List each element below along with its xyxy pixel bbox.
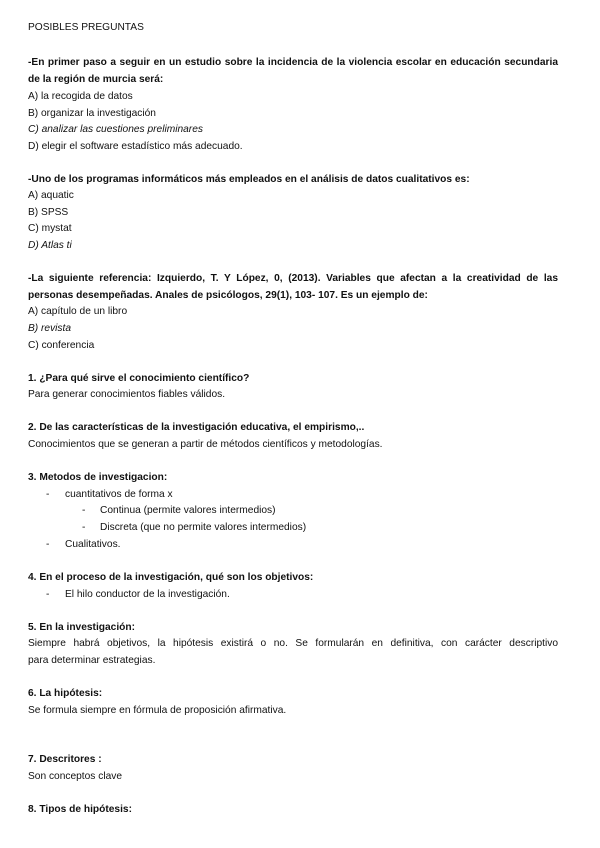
section-5-line-2: para determinar estrategias. <box>28 655 156 666</box>
section-5-line-1: Siempre habrá objetivos, la hipótesis existirá o no. Se formularán en definitiva, con carácter descriptivo <box>28 638 558 649</box>
section-7-heading: 7. Descritores : <box>28 754 102 765</box>
section-1-answer: Para generar conocimientos fiables válidos. <box>28 389 226 400</box>
section-1-heading: 1. ¿Para qué sirve el conocimiento científico? <box>28 373 250 384</box>
question-2-text: -Uno de los programas informáticos más empleados en el análisis de datos cualitativos es: <box>28 174 470 185</box>
question-1-option-d: D) elegir el software estadístico más adecuado. <box>28 141 243 152</box>
bullet-dash: - <box>82 522 86 533</box>
bullet-dash: - <box>46 589 50 600</box>
question-1-option-c: C) analizar las cuestiones preliminares <box>28 124 203 135</box>
page-title: POSIBLES PREGUNTAS <box>28 22 144 33</box>
question-3-line-2: personas desempeñadas. Anales de psicólogos, 29(1), 103- 107. Es un ejemplo de: <box>28 290 428 301</box>
question-1-option-b: B) organizar la investigación <box>28 108 156 119</box>
question-1-option-a: A) la recogida de datos <box>28 91 133 102</box>
section-3-sub-2: Discreta (que no permite valores intermedios) <box>100 522 307 533</box>
section-3-item-2: Cualitativos. <box>65 539 121 550</box>
section-3-heading: 3. Metodos de investigacion: <box>28 472 168 483</box>
section-2-heading: 2. De las características de la investigación educativa, el empirismo,.. <box>28 422 365 433</box>
section-4-heading: 4. En el proceso de la investigación, qué son los objetivos: <box>28 572 314 583</box>
bullet-dash: - <box>82 505 86 516</box>
question-1-line-2: de la región de murcia será: <box>28 74 164 85</box>
bullet-dash: - <box>46 489 50 500</box>
section-6-heading: 6. La hipótesis: <box>28 688 103 699</box>
section-2-answer: Conocimientos que se generan a partir de métodos científicos y metodologías. <box>28 439 383 450</box>
section-5-heading: 5. En la investigación: <box>28 622 135 633</box>
question-2-option-a: A) aquatic <box>28 190 74 201</box>
question-3-option-b: B) revista <box>28 323 72 334</box>
question-2-option-c: C) mystat <box>28 223 72 234</box>
section-7-answer: Son conceptos clave <box>28 771 123 782</box>
question-2-option-b: B) SPSS <box>28 207 69 218</box>
question-3-option-c: C) conferencia <box>28 340 95 351</box>
question-3-option-a: A) capítulo de un libro <box>28 306 128 317</box>
section-3-item-1: cuantitativos de forma x <box>65 489 173 500</box>
bullet-dash: - <box>46 539 50 550</box>
section-4-item: El hilo conductor de la investigación. <box>65 589 230 600</box>
section-3-sub-1: Continua (permite valores intermedios) <box>100 505 276 516</box>
question-3-line-1: -La siguiente referencia: Izquierdo, T. Y López, 0, (2013). Variables que afectan a la creatividad de las <box>28 273 558 284</box>
section-6-answer: Se formula siempre en fórmula de proposición afirmativa. <box>28 705 287 716</box>
section-8-heading: 8. Tipos de hipótesis: <box>28 804 132 815</box>
question-1-line-1: -En primer paso a seguir en un estudio sobre la incidencia de la violencia escolar en educación secundaria <box>28 57 558 68</box>
question-2-option-d: D) Atlas ti <box>28 240 72 251</box>
